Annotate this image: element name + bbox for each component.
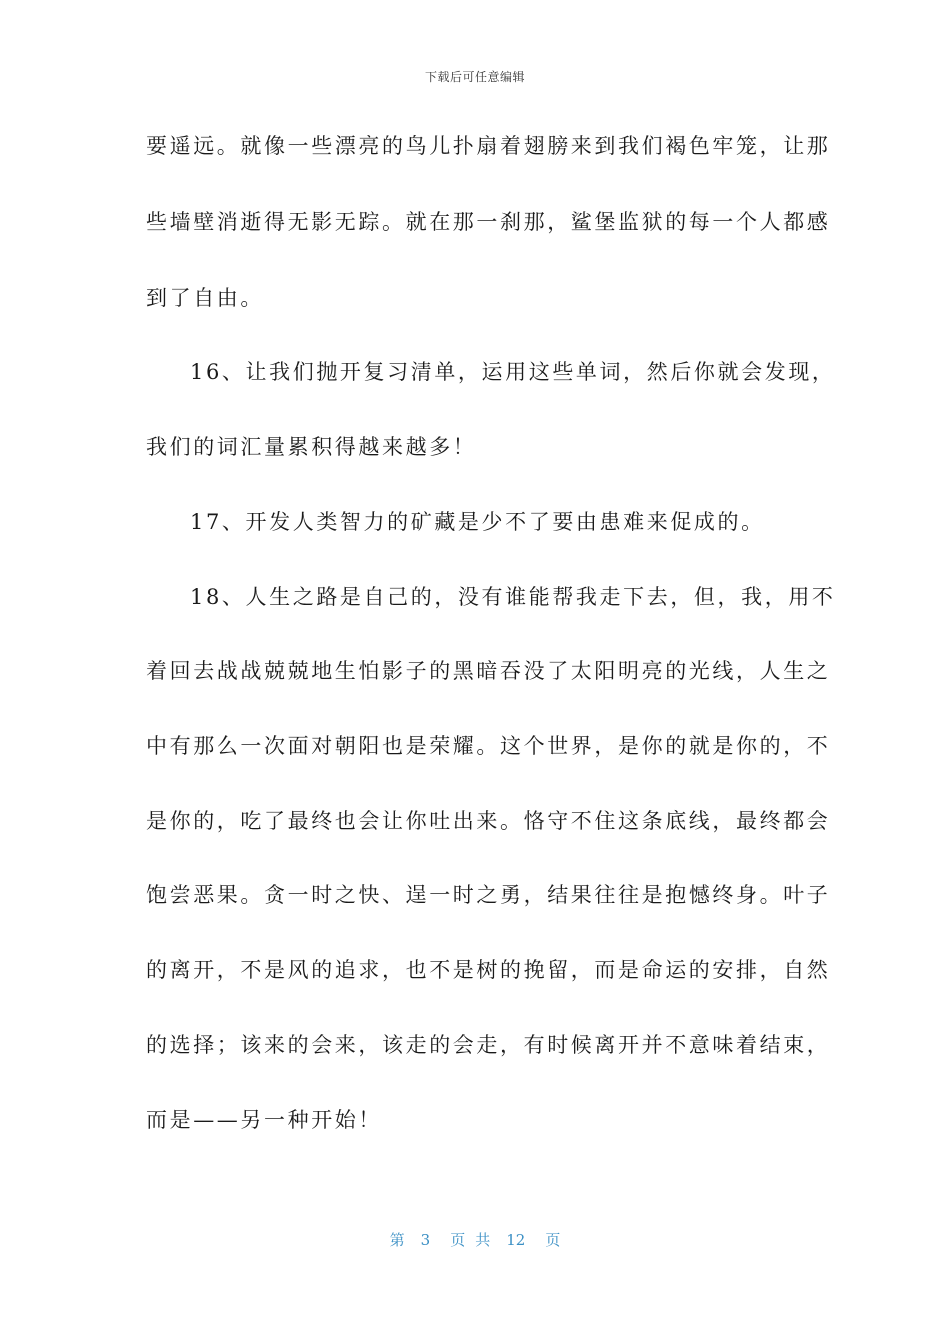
body-line: 的离开，不是风的追求，也不是树的挽留，而是命运的安排，自然	[146, 958, 831, 982]
total-pages: 12	[506, 1231, 526, 1249]
page-mid: 页	[450, 1231, 466, 1249]
body-line: 要遥远。就像一些漂亮的鸟儿扑扇着翅膀来到我们褐色牢笼，让那	[146, 134, 831, 158]
paragraph-17-line: 17、开发人类智力的矿藏是少不了要由患难来促成的。	[190, 510, 765, 534]
body-line: 是你的，吃了最终也会让你吐出来。恪守不住这条底线，最终都会	[146, 809, 831, 833]
page-header: 下载后可任意编辑	[424, 70, 525, 84]
body-line: 着回去战战兢兢地生怕影子的黑暗吞没了太阳明亮的光线，人生之	[146, 659, 831, 683]
body-line: 我们的词汇量累积得越来越多！	[146, 435, 477, 459]
body-line: 而是——另一种开始！	[146, 1108, 382, 1132]
paragraph-16-line: 16、让我们抛开复习清单，运用这些单词，然后你就会发现，	[190, 360, 836, 384]
page-footer	[0, 1229, 950, 1250]
body-line: 中有那么一次面对朝阳也是荣耀。这个世界，是你的就是你的，不	[146, 734, 831, 758]
body-line: 些墙壁消逝得无影无踪。就在那一刹那，鲨堡监狱的每一个人都感	[146, 210, 831, 234]
paragraph-18-line: 18、人生之路是自己的，没有谁能帮我走下去，但，我，用不	[190, 585, 836, 609]
body-line: 到了自由。	[146, 286, 264, 310]
page-prefix: 第	[389, 1231, 405, 1249]
body-line: 饱尝恶果。贪一时之快、逞一时之勇，结果往往是抱憾终身。叶子	[146, 883, 831, 907]
total-prefix: 共	[475, 1231, 491, 1249]
page-number: 3	[420, 1231, 431, 1249]
body-line: 的选择；该来的会来，该走的会走，有时候离开并不意味着结束，	[146, 1033, 831, 1057]
page-suffix: 页	[545, 1231, 561, 1249]
